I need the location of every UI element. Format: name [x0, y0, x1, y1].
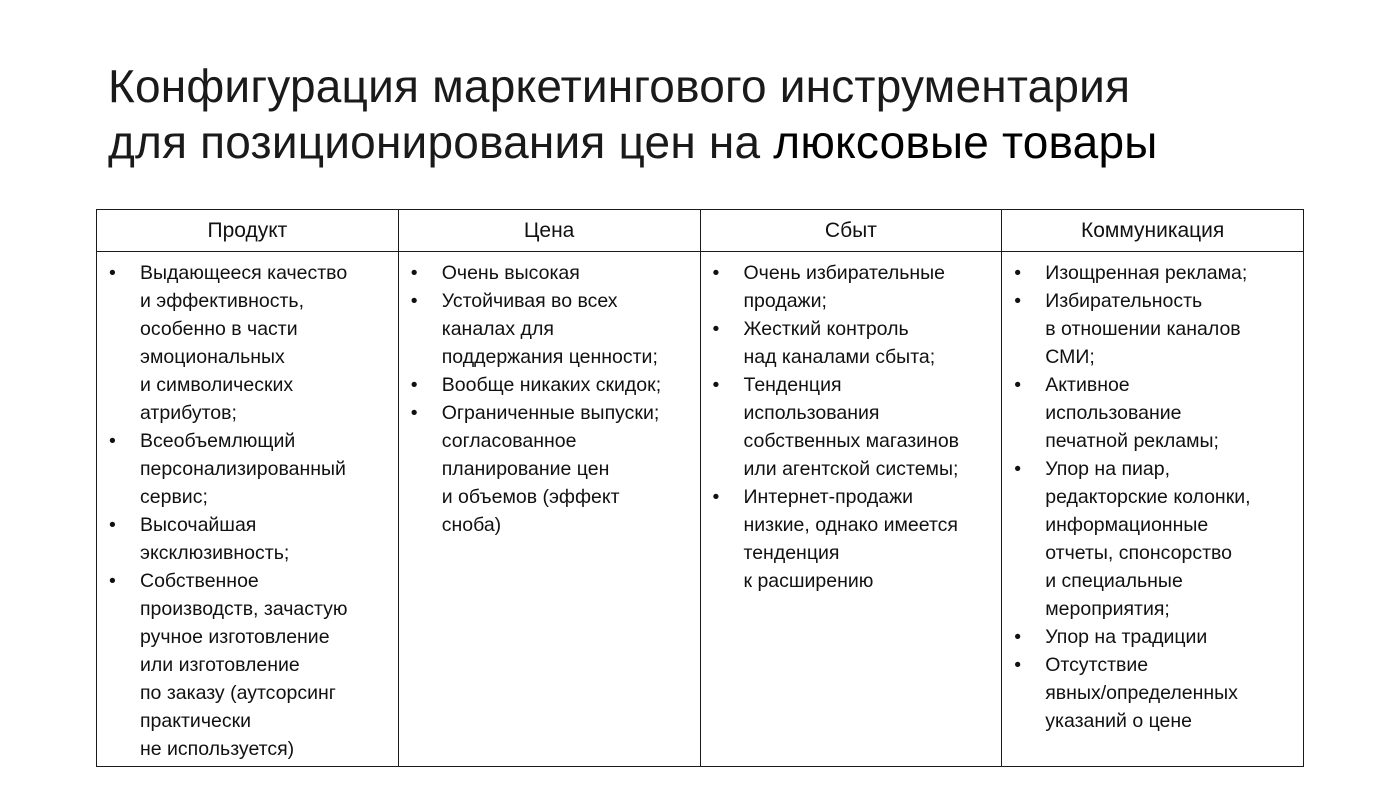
list-item-line: эксклюзивность; — [140, 542, 290, 564]
list-item-line: использования — [743, 402, 880, 424]
list-item — [710, 371, 994, 483]
list-item-line: персонализированный — [140, 458, 346, 480]
list-item — [408, 399, 692, 539]
list-item-line: • Ограниченные выпуски; — [441, 402, 660, 424]
list-item-line: • Собственное — [140, 570, 259, 592]
table-header-row — [97, 210, 1304, 252]
column-header-distribution: Сбыт — [700, 210, 1002, 252]
list-item — [710, 483, 994, 595]
slide-title — [108, 58, 1308, 170]
title-line-2 — [108, 114, 1308, 170]
list-item-line: явных/определенных — [1045, 682, 1238, 704]
list-item — [408, 259, 692, 287]
list-item-line: и объемов (эффект — [441, 486, 620, 508]
list-item-line: и эффективность, — [140, 290, 304, 312]
list-item — [106, 511, 390, 567]
list-item-line: особенно в части — [140, 318, 298, 340]
list-item-line: согласованное — [441, 430, 577, 452]
list-item — [1011, 623, 1295, 651]
list-item-line: указаний о цене — [1045, 710, 1193, 732]
list-item-line: производств, зачастую — [140, 598, 348, 620]
list-item-line: сервис; — [140, 486, 208, 508]
list-item — [1011, 651, 1295, 735]
list-item-line: • Изощренная реклама; — [1045, 262, 1248, 284]
list-item-line: по заказу (аутсорсинг — [140, 682, 336, 704]
list-item-line: • Вообще никаких скидок; — [441, 374, 662, 396]
list-item-line: • Избирательность — [1045, 290, 1203, 312]
list-item — [106, 427, 390, 511]
list-item — [106, 567, 390, 763]
title-line-1: Конфигурация маркетингового инструментария — [108, 60, 1131, 112]
list-item-line: • Очень высокая — [441, 262, 580, 284]
list-item — [106, 259, 390, 427]
list-item-line: каналах для — [441, 318, 554, 340]
list-item-line: использование — [1045, 402, 1182, 424]
column-header-product: Продукт — [97, 210, 399, 252]
list-item-line: СМИ; — [1045, 346, 1095, 368]
list-item-line: низкие, однако имеется — [743, 514, 958, 536]
list-item — [408, 371, 692, 399]
list-item-line: • Активное — [1045, 374, 1130, 396]
list-item-line: практически — [140, 710, 252, 732]
list-item — [408, 287, 692, 371]
table-body-row — [97, 252, 1304, 767]
list-item-line: тенденция — [743, 542, 840, 564]
product-bullet-list — [106, 259, 390, 763]
list-item-line: над каналами сбыта; — [743, 346, 936, 368]
list-item-line: • Устойчивая во всех — [441, 290, 618, 312]
list-item — [1011, 371, 1295, 455]
list-item-line: собственных магазинов — [743, 430, 960, 452]
list-item-line: ручное изготовление — [140, 626, 330, 648]
list-item-line: редакторские колонки, — [1045, 486, 1251, 508]
communication-bullet-list — [1011, 259, 1295, 735]
list-item-line: эмоциональных — [140, 346, 285, 368]
list-item-line: и специальные — [1045, 570, 1183, 592]
list-item-line: продажи; — [743, 290, 827, 312]
cell-communication — [1002, 252, 1304, 767]
price-bullet-list — [408, 259, 692, 539]
list-item — [1011, 259, 1295, 287]
list-item-line: • Тенденция — [743, 374, 842, 396]
list-item-line: к расширению — [743, 570, 874, 592]
column-header-communication: Коммуникация — [1002, 210, 1304, 252]
list-item-line: мероприятия; — [1045, 598, 1170, 620]
list-item — [1011, 455, 1295, 623]
list-item — [1011, 287, 1295, 371]
list-item-line: • Высочайшая — [140, 514, 257, 536]
list-item-line: • Очень избирательные — [743, 262, 946, 284]
list-item-line: • Отсутствие — [1045, 654, 1149, 676]
list-item-line: планирование цен — [441, 458, 610, 480]
list-item-line: • Интернет-продажи — [743, 486, 914, 508]
list-item-line: • Всеобъемлющий — [140, 430, 296, 452]
cell-product — [97, 252, 399, 767]
marketing-mix-table — [96, 209, 1304, 767]
list-item-line: • Упор на пиар, — [1045, 458, 1171, 480]
list-item-line: • Жесткий контроль — [743, 318, 909, 340]
distribution-bullet-list — [710, 259, 994, 595]
list-item-line: сноба) — [441, 514, 502, 536]
list-item-line: информационные — [1045, 514, 1209, 536]
list-item-line: поддержания ценности; — [441, 346, 658, 368]
title-line-2-prefix: для позиционирования цен на — [108, 116, 774, 168]
list-item-line: не используется) — [140, 738, 295, 760]
title-emphasis: люксовые товары — [773, 116, 1158, 168]
list-item-line: или изготовление — [140, 654, 300, 676]
list-item-line: или агентской системы; — [743, 458, 959, 480]
cell-distribution — [700, 252, 1002, 767]
column-header-price: Цена — [398, 210, 700, 252]
list-item-line: печатной рекламы; — [1045, 430, 1219, 452]
cell-price — [398, 252, 700, 767]
list-item — [710, 259, 994, 315]
list-item-line: • Выдающееся качество — [140, 262, 348, 284]
list-item — [710, 315, 994, 371]
list-item-line: отчеты, спонсорство — [1045, 542, 1232, 564]
list-item-line: и символических — [140, 374, 294, 396]
list-item-line: • Упор на традиции — [1045, 626, 1208, 648]
list-item-line: атрибутов; — [140, 402, 237, 424]
list-item-line: в отношении каналов — [1045, 318, 1241, 340]
